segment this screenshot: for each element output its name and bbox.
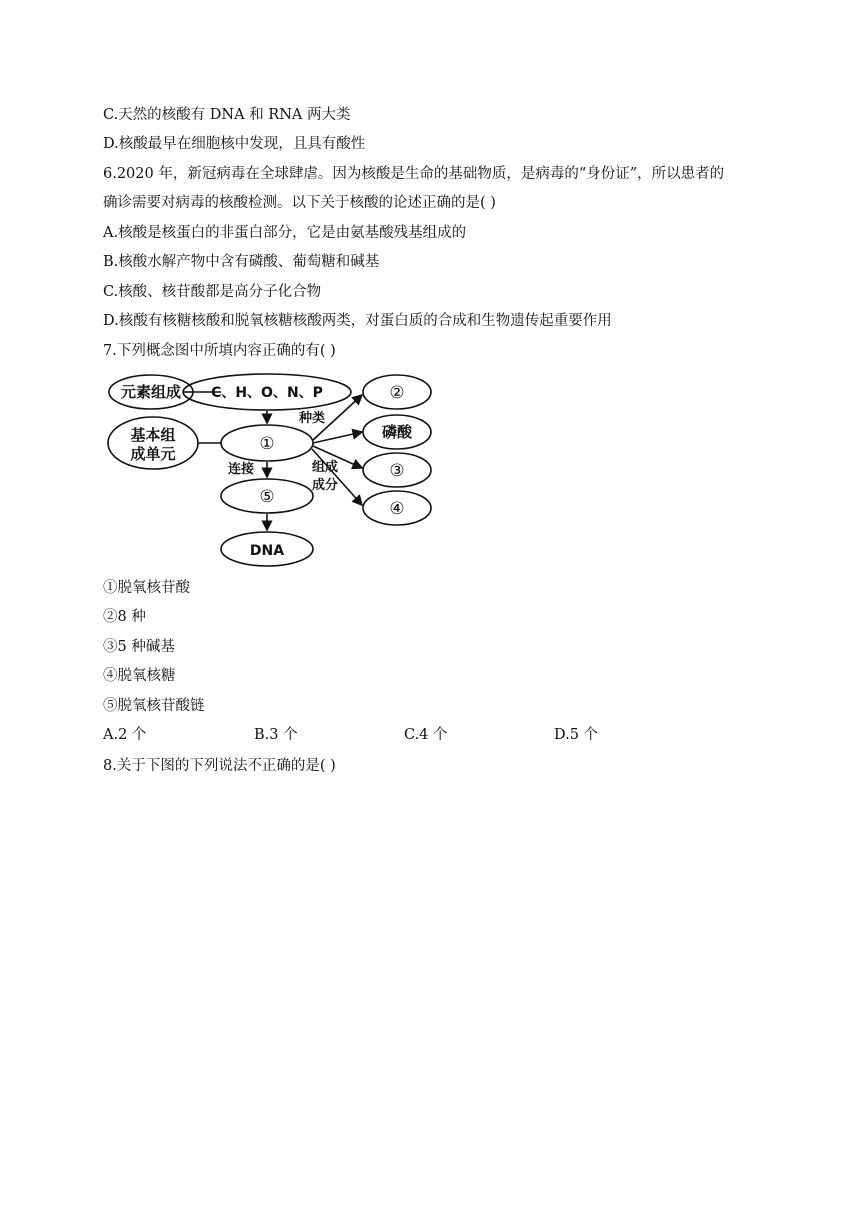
q6-option-d: D.核酸有核糖核酸和脱氧核糖核酸两类，对蛋白质的合成和生物遗传起重要作用 — [103, 313, 612, 329]
q5-option-c: C.天然的核酸有 DNA 和 RNA 两大类 — [103, 107, 351, 123]
elements-label: 元素组成 — [120, 383, 182, 401]
q7-item-3: ③5 种碱基 — [103, 639, 175, 655]
q7-option-a: A.2 个 — [103, 727, 147, 743]
q6-option-a: A.核酸是核蛋白的非蛋白部分，它是由氨基酸残基组成的 — [103, 225, 467, 241]
q7-item-1: ①脱氧核苷酸 — [103, 580, 190, 596]
label-comp-line1: 组成 — [312, 460, 339, 475]
q7-option-b: B.3 个 — [254, 727, 298, 743]
q7-item-2: ②8 种 — [103, 609, 146, 625]
unit-label-line2: 成单元 — [130, 445, 176, 463]
q6-option-b: B.核酸水解产物中含有磷酸、葡萄糖和碱基 — [103, 254, 380, 270]
q8-stem: 8.关于下图的下列说法不正确的是( ) — [103, 758, 336, 774]
concept-diagram — [100, 368, 445, 570]
q7-option-d: D.5 个 — [554, 727, 599, 743]
node2-label: ② — [389, 383, 405, 403]
node1-label: ① — [259, 434, 275, 454]
node4-label: ④ — [389, 499, 405, 519]
q6-option-c: C.核酸、核苷酸都是高分子化合物 — [103, 284, 322, 300]
q7-item-4: ④脱氧核糖 — [103, 668, 176, 684]
node3-label: ③ — [389, 461, 405, 481]
label-comp-line2: 成分 — [312, 478, 339, 493]
node5-label: ⑤ — [259, 487, 275, 507]
q7-stem: 7.下列概念图中所填内容正确的有( ) — [103, 343, 336, 359]
label-kinds: 种类 — [299, 411, 326, 426]
unit-label-line1: 基本组 — [130, 426, 176, 444]
q6-stem-line2: 确诊需要对病毒的核酸检测。以下关于核酸的论述正确的是( ) — [103, 195, 496, 211]
label-connect: 连接 — [228, 462, 255, 477]
phosphate-label: 磷酸 — [381, 423, 413, 441]
q6-stem-line1: 6.2020 年，新冠病毒在全球肆虐。因为核酸是生命的基础物质，是病毒的“身份证”，所以患者的 — [103, 166, 725, 182]
q5-option-d: D.核酸最早在细胞核中发现，且具有酸性 — [103, 136, 366, 152]
q7-option-c: C.4 个 — [404, 727, 448, 743]
dna-label: DNA — [249, 543, 285, 559]
elements-text: C、H、O、N、P — [211, 385, 323, 401]
q7-item-5: ⑤脱氧核苷酸链 — [103, 698, 205, 714]
